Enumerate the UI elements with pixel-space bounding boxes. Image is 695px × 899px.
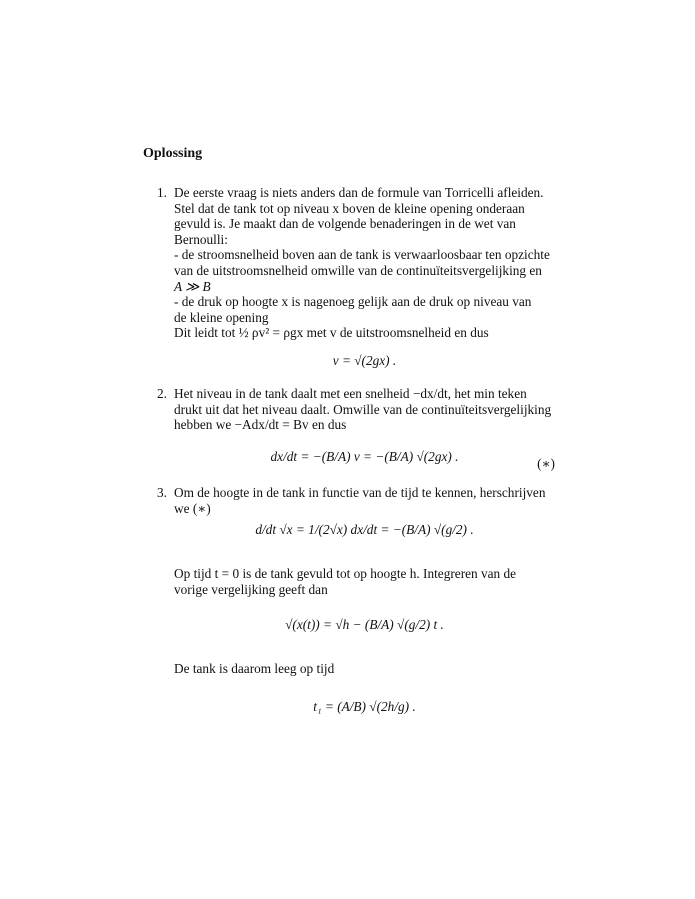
text-line: hebben we −Adx/dt = Bv en dus: [174, 417, 347, 433]
solution-item-2: [157, 386, 555, 479]
text-line: de kleine opening: [174, 309, 269, 325]
text-line: van de uitstroomsnelheid omwille van de continuïteitsvergelijking en: [174, 262, 542, 278]
text-line: - de druk op hoogte x is nagenoeg gelijk aan de druk op niveau van: [174, 294, 532, 310]
equation-text: d/dt √x = 1/(2√x) dx/dt = −(B/A) √(g/2) .: [255, 522, 474, 538]
equation-text: √(x(t)) = √h − (B/A) √(g/2) t .: [285, 617, 444, 633]
equation-derivative: [174, 522, 555, 552]
text-line: Om de hoogte in de tank in functie van de tijd te kennen, herschrijven: [174, 485, 546, 500]
text-line: - de stroomsnelheid boven aan de tank is verwaarloosbaar ten opzichte: [174, 247, 550, 263]
item-number: 1.: [157, 185, 167, 200]
text-line: De eerste vraag is niets anders dan de formule van Torricelli afleiden.: [174, 185, 544, 200]
text-line: gevuld is. Je maakt dan de volgende benaderingen in de wet van: [174, 216, 516, 232]
text-line: De tank is daarom leeg op tijd: [174, 661, 335, 677]
equation-tag: (∗): [537, 455, 555, 471]
text-line: Bernoulli:: [174, 231, 228, 247]
equation-text: v = √(2gx) .: [332, 352, 397, 368]
solution-item-3: [157, 485, 555, 729]
solution-item-1: [157, 185, 555, 369]
equation-text: t₁ = (A/B) √(2h/g) .: [313, 698, 416, 714]
equation-text: dx/dt = −(B/A) v = −(B/A) √(2gx) .: [270, 448, 459, 464]
section-heading: Oplossing: [143, 146, 203, 161]
text-line: we (∗): [174, 500, 211, 516]
text-line: drukt uit dat het niveau daalt. Omwille van de continuïteitsvergelijking: [174, 401, 552, 417]
text-line: Dit leidt tot ½ ρv² = ρgx met v de uitstroomsnelheid en dus: [174, 325, 489, 341]
equation-torricelli: [174, 353, 555, 369]
text-line: Stel dat de tank tot op niveau x boven de kleine opening onderaan: [174, 200, 525, 216]
equation-star: [174, 449, 555, 479]
text-line: Op tijd t = 0 is de tank gevuld tot op hoogte h. Integreren van de: [174, 566, 517, 582]
equation-solution: [174, 617, 555, 647]
equation-empty-time: [174, 699, 555, 729]
item-number: 2.: [157, 386, 167, 401]
text-line: vorige vergelijking geeft dan: [174, 581, 328, 597]
item-number: 3.: [157, 485, 167, 500]
text-line: A ≫ B: [174, 278, 211, 294]
text-line: Het niveau in de tank daalt met een snelheid −dx/dt, het min teken: [174, 386, 527, 401]
